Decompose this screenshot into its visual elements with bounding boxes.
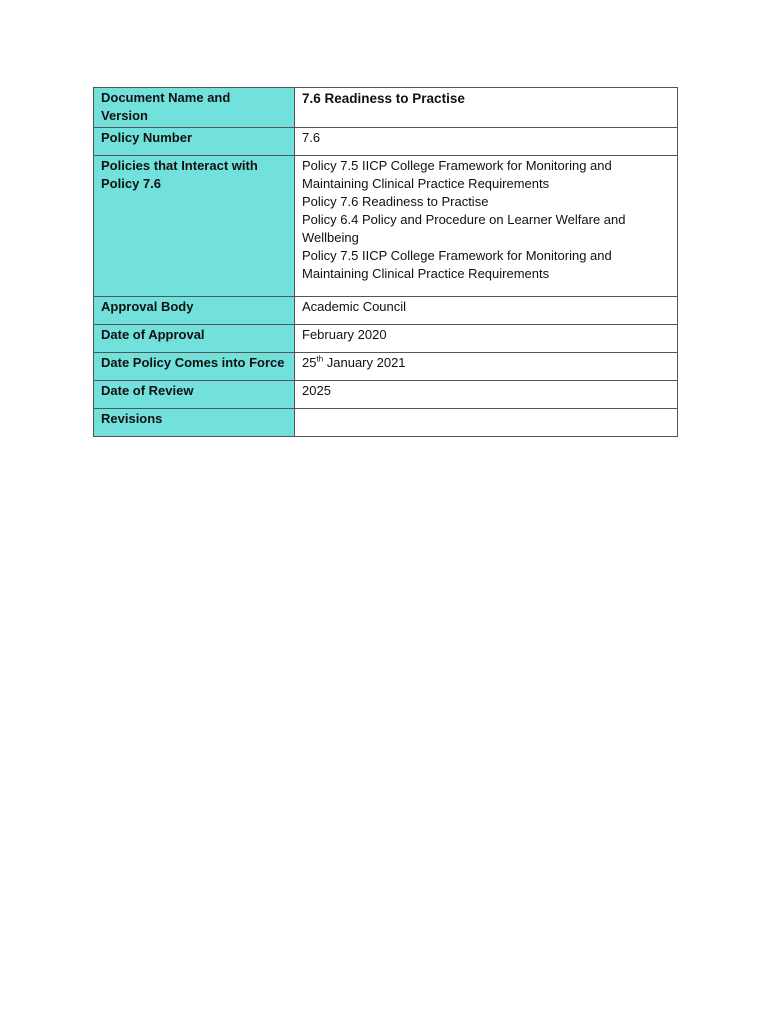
approval-body-label: Approval Body: [94, 297, 295, 325]
table-row-interacting-policies: [94, 156, 678, 297]
interacting-policies-label-line-2: Policy 7.6: [101, 176, 161, 191]
comes-into-force-ordinal: th: [316, 354, 324, 364]
document-name-label: [94, 88, 295, 128]
revisions-label: Revisions: [94, 409, 295, 437]
approval-body-value: Academic Council: [295, 297, 678, 325]
interacting-policy-line: Policy 7.6 Readiness to Practise: [302, 194, 489, 209]
table-row-document-name: [94, 88, 678, 128]
revisions-value: [295, 409, 678, 437]
document-name-label-line-2: Version: [101, 108, 148, 123]
table-row-policy-number: [94, 128, 678, 156]
policy-number-label: Policy Number: [94, 128, 295, 156]
document-name-label-line-1: Document Name and: [101, 90, 231, 105]
date-of-approval-label: Date of Approval: [94, 325, 295, 353]
comes-into-force-day: 25: [302, 355, 317, 370]
interacting-policy-line: Policy 7.5 IICP College Framework for Monitoring and: [302, 248, 612, 263]
interacting-policies-label: [94, 156, 295, 297]
document-name-value: 7.6 Readiness to Practise: [295, 88, 678, 128]
interacting-policies-value: [295, 156, 678, 297]
interacting-policy-line: Policy 7.5 IICP College Framework for Monitoring and: [302, 158, 612, 173]
comes-into-force-label: Date Policy Comes into Force: [94, 353, 295, 381]
comes-into-force-month-year: January 2021: [323, 355, 406, 370]
date-of-review-value: 2025: [295, 381, 678, 409]
table-row-date-of-approval: [94, 325, 678, 353]
interacting-policy-line: Policy 6.4 Policy and Procedure on Learner Welfare and: [302, 212, 626, 227]
date-of-approval-value: February 2020: [295, 325, 678, 353]
policy-number-value: 7.6: [295, 128, 678, 156]
interacting-policies-label-line-1: Policies that Interact with: [101, 158, 258, 173]
date-of-review-label: Date of Review: [94, 381, 295, 409]
table-row-comes-into-force: [94, 353, 678, 381]
interacting-policy-line: Maintaining Clinical Practice Requirements: [302, 266, 550, 281]
table-row-approval-body: [94, 297, 678, 325]
policy-info-table: [93, 87, 678, 437]
interacting-policy-line: Maintaining Clinical Practice Requirements: [302, 176, 550, 191]
table-row-revisions: [94, 409, 678, 437]
comes-into-force-value: [295, 353, 678, 381]
table-row-date-of-review: [94, 381, 678, 409]
interacting-policy-line: Wellbeing: [302, 230, 359, 245]
